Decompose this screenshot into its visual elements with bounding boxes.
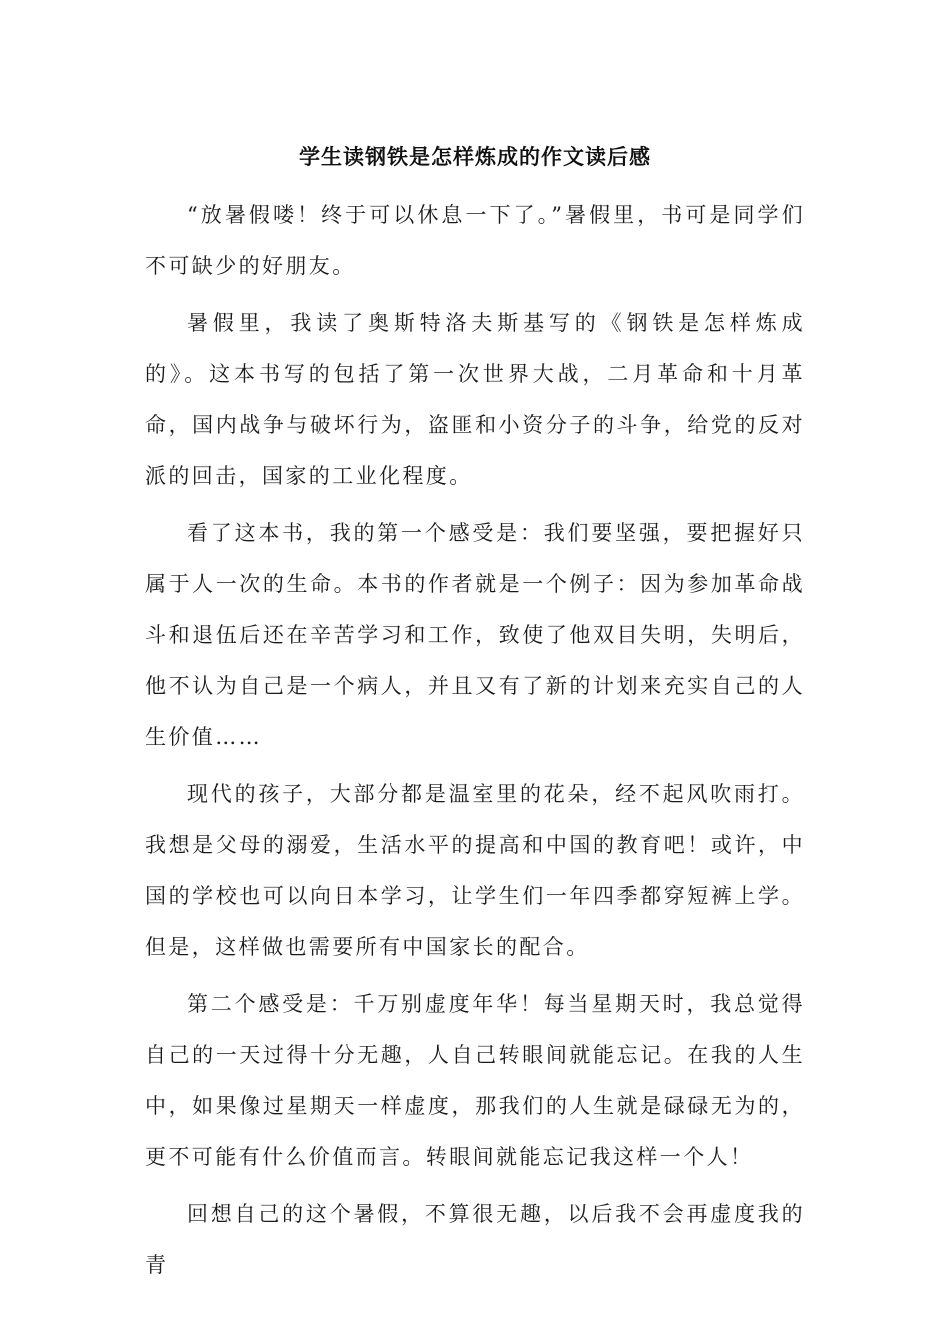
paragraph-2: 暑假里，我读了奥斯特洛夫斯基写的《钢铁是怎样炼成的》。这本书写的包括了第一次世界大战，二月革命和十月革命，国内战争与破坏行为，盗匪和小资分子的斗争，给党的反对派的回击，国家的工业化程度。 bbox=[145, 311, 805, 488]
paragraph-5: 第二个感受是：千万别虚度年华！每当星期天时，我总觉得自己的一天过得十分无趣，人自己转眼间就能忘记。在我的人生中，如果像过星期天一样虚度，那我们的人生就是碌碌无为的，更不可能有什么价值而言。转眼间就能忘记我这样一个人！ bbox=[145, 992, 805, 1169]
paragraph-3: 看了这本书，我的第一个感受是：我们要坚强，要把握好只属于人一次的生命。本书的作者就是一个例子：因为参加革命战斗和退伍后还在辛苦学习和工作，致使了他双目失明，失明后，他不认为自己是一个病人，并且又有了新的计划来充实自己的人生价值…… bbox=[145, 521, 805, 749]
document-title: 学生读钢铁是怎样炼成的作文读后感 bbox=[299, 144, 651, 169]
paragraph-6: 回想自己的这个暑假，不算很无趣，以后我不会再虚度我的青 bbox=[145, 1202, 805, 1277]
paragraph-1: “放暑假喽！终于可以休息一下了。”暑假里，书可是同学们不可缺少的好朋友。 bbox=[145, 203, 805, 278]
paragraph-4: 现代的孩子，大部分都是温室里的花朵，经不起风吹雨打。我想是父母的溺爱，生活水平的提高和中国的教育吧！或许，中国的学校也可以向日本学习，让学生们一年四季都穿短裤上学。但是，这样做也需要所有中国家长的配合。 bbox=[145, 782, 805, 959]
document-body bbox=[145, 190, 805, 1297]
